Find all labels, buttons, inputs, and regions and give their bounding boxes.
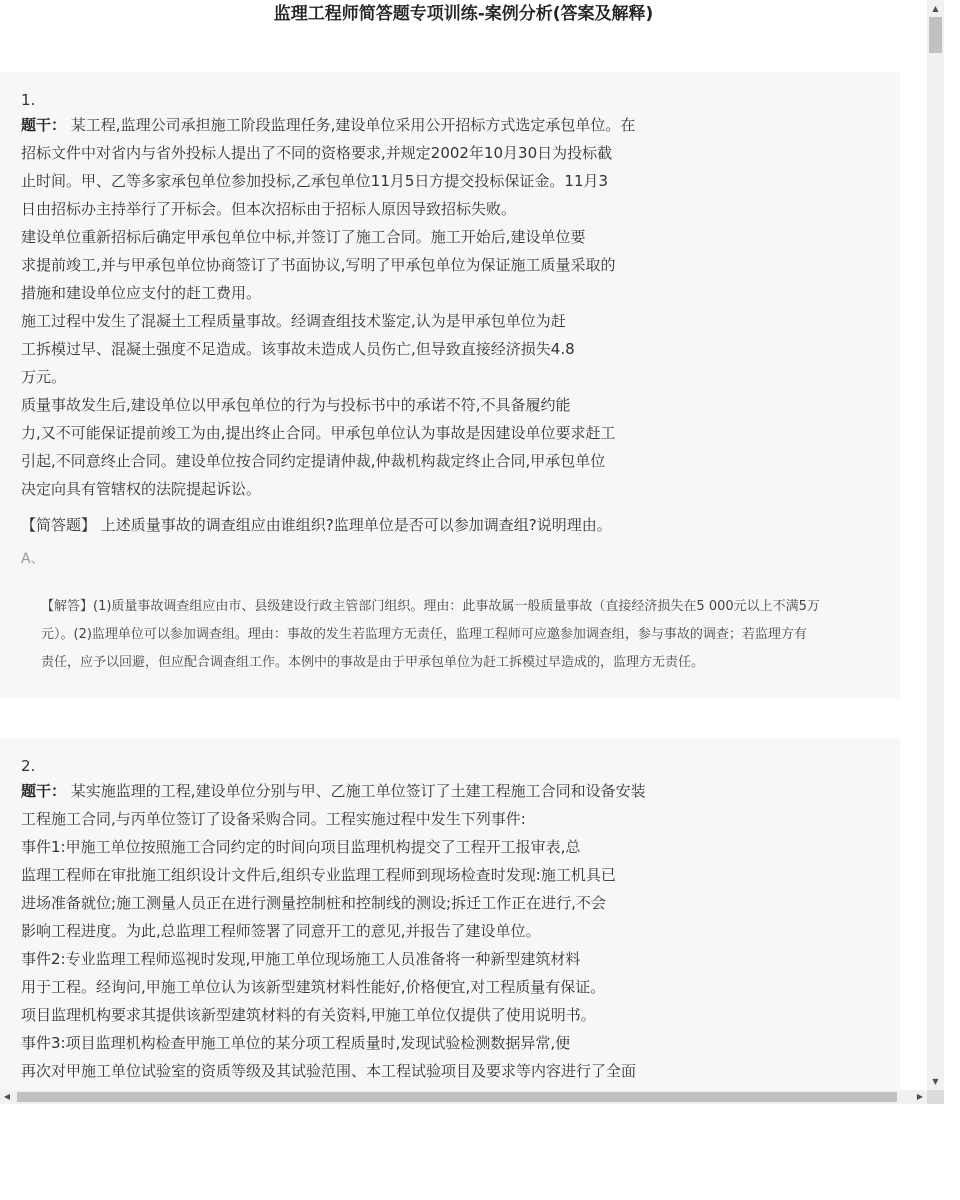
answer-explanation — [41, 593, 881, 677]
question-card — [0, 738, 900, 1090]
question-number: 1. — [21, 91, 36, 109]
question-stem — [21, 777, 711, 1085]
question-number: 2. — [21, 757, 36, 775]
stem-line: 用于工程。经询问,甲施工单位认为该新型建筑材料性能好,价格便宜,对工程质量有保证。 — [21, 978, 606, 996]
stem-label: 题干： — [21, 782, 67, 800]
stem-line: 监理工程师在审批施工组织设计文件后,组织专业监理工程师到现场检查时发现:施工机具已 — [21, 866, 616, 884]
scrollbar-corner — [927, 1090, 944, 1104]
stem-line: 招标文件中对省内与省外投标人提出了不同的资格要求,并规定2002年10月30日为投标截 — [21, 144, 613, 162]
vertical-scrollbar[interactable] — [927, 0, 944, 1090]
answer-line: 元）。(2)监理单位可以参加调查组。理由：事故的发生若监理方无责任，监理工程师可应邀参加调查组，参与事故的调查；若监理方有 — [41, 627, 807, 642]
stem-line — [21, 111, 711, 139]
stem-line: 工拆模过早、混凝土强度不足造成。该事故未造成人员伤亡,但导致直接经济损失4.8 — [21, 340, 575, 358]
stem-line — [21, 777, 711, 805]
stem-line: 引起,不同意终止合同。建设单位按合同约定提请仲裁,仲裁机构裁定终止合同,甲承包单位 — [21, 452, 606, 470]
stem-line: 再次对甲施工单位试验室的资质等级及其试验范围、本工程试验项目及要求等内容进行了全面 — [21, 1062, 637, 1080]
stem-line: 事件2:专业监理工程师巡视时发现,甲施工单位现场施工人员准备将一种新型建筑材料 — [21, 950, 581, 968]
stem-line: 项目监理机构要求其提供该新型建筑材料的有关资料,甲施工单位仅提供了使用说明书。 — [21, 1006, 596, 1024]
stem-line: 万元。 — [21, 368, 67, 386]
stem-line: 事件3:项目监理机构检查甲施工单位的某分项工程质量时,发现试验检测数据异常,便 — [21, 1034, 571, 1052]
answer-option[interactable]: A、 — [21, 551, 45, 567]
scroll-left-arrow-icon[interactable]: ◀ — [3, 1092, 11, 1101]
horizontal-scroll-thumb[interactable] — [17, 1092, 897, 1102]
stem-line: 措施和建设单位应支付的赶工费用。 — [21, 284, 262, 302]
stem-line: 力,又不可能保证提前竣工为由,提出终止合同。甲承包单位认为事故是因建设单位要求赶工 — [21, 424, 616, 442]
answer-line: 【解答】(1)质量事故调查组应由市、县级建设行政主管部门组织。理由：此事故属一般质量事故（直接经济损失在5 000元以上不满5万 — [41, 599, 820, 614]
stem-line: 止时间。甲、乙等多家承包单位参加投标,乙承包单位11月5日方提交投标保证金。11月3 — [21, 172, 609, 190]
answer-line: 责任，应予以回避，但应配合调查组工作。本例中的事故是由于甲承包单位为赶工拆模过早造成的，监理方无责任。 — [41, 655, 705, 670]
vertical-scroll-thumb[interactable] — [929, 17, 942, 53]
stem-line: 工程施工合同,与丙单位签订了设备采购合同。工程实施过程中发生下列事件: — [21, 810, 526, 828]
scroll-up-arrow-icon[interactable]: ▲ — [932, 4, 939, 13]
scroll-down-arrow-icon[interactable]: ▼ — [932, 1077, 939, 1086]
question-stem — [21, 111, 711, 503]
stem-text: 某实施监理的工程,建设单位分别与甲、乙施工单位签订了土建工程施工合同和设备安装 — [70, 782, 646, 800]
stem-line: 事件1:甲施工单位按照施工合同约定的时间向项目监理机构提交了工程开工报审表,总 — [21, 838, 581, 856]
stem-label: 题干： — [21, 116, 67, 134]
short-answer-question: 【简答题】 上述质量事故的调查组应由谁组织?监理单位是否可以参加调查组?说明理由。 — [21, 516, 612, 534]
stem-line: 质量事故发生后,建设单位以甲承包单位的行为与投标书中的承诺不符,不具备履约能 — [21, 396, 571, 414]
stem-line: 建设单位重新招标后确定甲承包单位中标,并签订了施工合同。施工开始后,建设单位要 — [21, 228, 586, 246]
scroll-right-arrow-icon[interactable]: ▶ — [916, 1092, 924, 1101]
stem-line: 影响工程进度。为此,总监理工程师签署了同意开工的意见,并报告了建设单位。 — [21, 922, 541, 940]
stem-line: 日由招标办主持举行了开标会。但本次招标由于招标人原因导致招标失败。 — [21, 200, 517, 218]
stem-line: 决定向具有管辖权的法院提起诉讼。 — [21, 480, 262, 498]
stem-line: 求提前竣工,并与甲承包单位协商签订了书面协议,写明了甲承包单位为保证施工质量采取的 — [21, 256, 616, 274]
horizontal-scrollbar[interactable] — [0, 1090, 927, 1104]
stem-line: 施工过程中发生了混凝土工程质量事故。经调查组技术鉴定,认为是甲承包单位为赶 — [21, 312, 566, 330]
question-card — [0, 72, 900, 698]
stem-text: 某工程,监理公司承担施工阶段监理任务,建设单位采用公开招标方式选定承包单位。在 — [70, 116, 636, 134]
page-title: 监理工程师简答题专项训练-案例分析(答案及解释) — [273, 4, 654, 24]
stem-line: 进场准备就位;施工测量人员正在进行测量控制桩和控制线的测设;拆迁工作正在进行,不会 — [21, 894, 606, 912]
